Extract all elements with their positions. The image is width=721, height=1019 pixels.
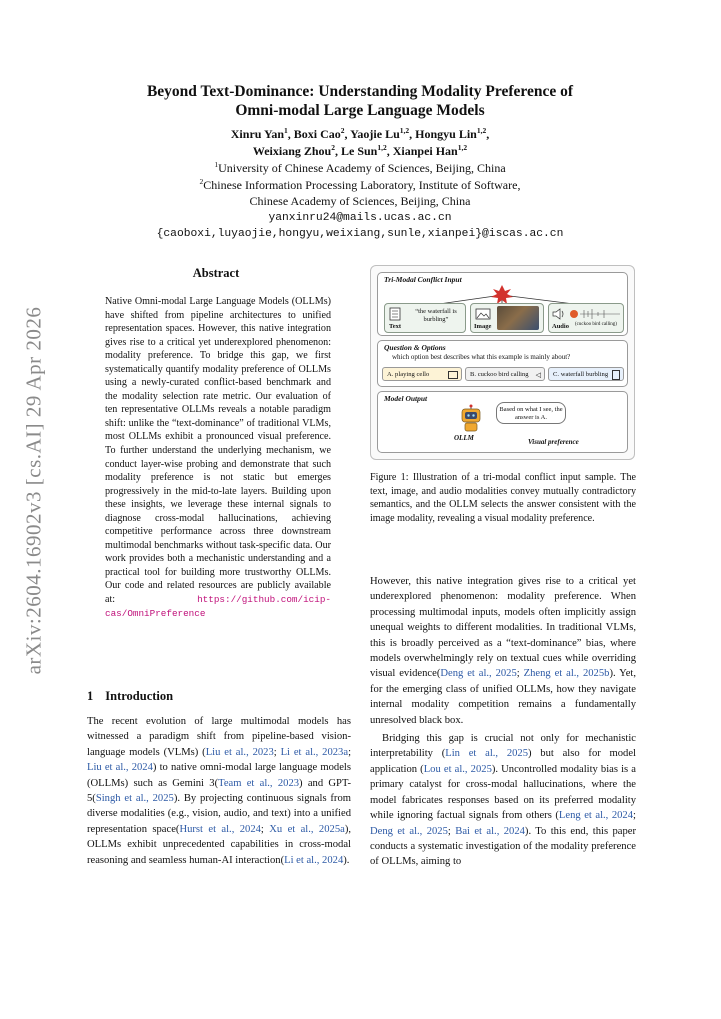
citation-link[interactable]: Bai et al., 2024 (455, 825, 525, 837)
section-heading-introduction (87, 689, 185, 704)
author-line-1: Xinru Yan$^1$, Boxi Cao$^2$, Yaojie Lu$^{1,2}$, Hongyu Lin$^{1,2}$, (230, 126, 490, 141)
arxiv-identifier: arXiv:2604.16902v3 [cs.AI] 29 Apr 2026 (21, 306, 46, 674)
affiliation-2-cont: Chinese Academy of Sciences, Beijing, China (249, 194, 471, 208)
robot-icon (458, 404, 484, 432)
affiliation-2: $^2$Chinese Information Processing Laboratory, Institute of Software, (199, 176, 521, 192)
text-run: ), OLLMs exhibit unprecedented capabilities in cross-modal reasoning and seamless human-AI interaction( (87, 823, 352, 866)
panel-title: Model Output (384, 394, 428, 403)
citation-link[interactable]: Li et al., 2024 (284, 854, 344, 866)
figure-1 (370, 265, 635, 460)
text-run: Bridging this gap is crucial not only for mechanistic interpretability ( (370, 733, 636, 760)
text-run: ) and GPT-5( (87, 777, 351, 805)
text-run: ; (516, 668, 524, 680)
author: Le Sun (340, 144, 378, 158)
figure-caption: Figure 1: Illustration of a tri-modal conflict input sample. The text, image, and audio modalities convey mutually contradictory semantics, and the OLLM selects the answer consistent with the image modality, revealing a visual modality preference. (370, 472, 636, 524)
citation-link[interactable]: Lin et al., 2025 (445, 748, 529, 760)
citation-link[interactable]: Team et al., 2023 (218, 777, 300, 789)
cello-photo (497, 306, 539, 330)
text-run: ). To this end, this paper conducts a systematic investigation of the modality preference of OLLMs, aiming to (370, 825, 636, 868)
author: Hongyu Lin (415, 127, 477, 141)
section-title: Introduction (105, 689, 174, 703)
text-run: ). Uncontrolled modality bias is a primary catalyst for cross-modal hallucinations, where the model fabricates responses based on its preferred modality while ignoring factual signals from others ( (370, 763, 636, 822)
citation-link[interactable]: Leng et al., 2024 (558, 810, 634, 822)
author-list (80, 126, 640, 160)
author: Yaojie Lu (350, 127, 400, 141)
speaker-icon: ◁ (535, 371, 541, 379)
citation-link[interactable]: Singh et al., 2025 (95, 793, 174, 805)
author: Weixiang Zhou (252, 144, 332, 158)
text-run: ; (633, 810, 636, 822)
citation-link[interactable]: Zheng et al., 2025b (523, 668, 610, 680)
author: Xianpei Han (392, 144, 458, 158)
email-group: {caoboxi,luyaojie,hongyu,weixiang,sunle,xianpei}@iscas.ac.cn (156, 228, 564, 240)
option-b: B. cuckoo bird calling ◁ (465, 367, 545, 381)
citation-link[interactable]: Deng et al., 2025 (370, 825, 448, 837)
abstract-body: Native Omni-modal Large Language Models (OLLMs) have shifted from pipeline architectures to unified representation spaces. However, this native integration gives rise to a critical yet underexplored phenomenon: modality preference. To bridge this gap, we first systematically quantify modality preference of OLLMs using a newly-curated conflict-based benchmark and the modality selection rate metric. Our evaluation of ten representative OLLMs reveals a notable paradigm shift: unlike the “text-dominance” of traditional VLMs, most OLLMs exhibit a pronounced visual preference. To further understand the underlying mechanism, we conduct layer-wise probing and demonstrate that such modality preference is not static but emerges progressively in the mid-to-late layers. Building upon these insights, we leverage these internal signals to diagnose cross-modal hallucinations, achieving competitive performance across three downstream multimodal benchmarks without task-specific data. Our work provides both a mechanistic understanding and a practical tool for building more trustworthy OLLMs. Our code and related resources are publicly available at: https://github.com/icip-cas/OmniPreference (105, 296, 331, 619)
text-run: ; (447, 825, 456, 837)
section-number: 1 (87, 689, 94, 703)
panel-model-output (377, 391, 628, 453)
intro-paragraph-1 (87, 714, 351, 868)
text-run: ) but also for model application ( (370, 748, 637, 775)
code-link[interactable]: https://github.com/icip-cas/OmniPreference (105, 594, 331, 619)
text-input-box: “the waterfall is burbling” Text (384, 303, 466, 333)
text-run: ; (273, 746, 281, 758)
citation-link[interactable]: Deng et al., 2025 (440, 668, 517, 680)
text-run: ; (260, 823, 270, 835)
document-icon (612, 370, 620, 380)
citation-link[interactable]: Xu et al., 2025a (269, 823, 345, 835)
option-c: C. waterfall burbling (548, 367, 624, 381)
affiliation-1: $^1$University of Chinese Academy of Sciences, Beijing, China (214, 160, 506, 175)
abstract-heading: Abstract (192, 266, 240, 280)
speech-bubble: Based on what I see, the answer is A. (496, 402, 566, 424)
citation-link[interactable]: Liu et al., 2024 (87, 762, 153, 774)
title-line-1: Beyond Text-Dominance: Understanding Modality Preference of (146, 83, 574, 100)
paragraph (370, 574, 636, 728)
citation-link[interactable]: Lou et al., 2025 (423, 763, 492, 775)
right-column-text (370, 574, 636, 870)
text-run: ; (348, 746, 352, 758)
document-icon (389, 307, 401, 321)
visual-preference-label: Visual preference (528, 438, 579, 446)
text-run: ). Yet, for the emerging class of unified OLLMs, how they navigate internal modality competition remains a fundamentally unresolved black box. (370, 668, 636, 726)
option-a: A. playing cello (382, 367, 462, 381)
speaker-icon (552, 307, 622, 321)
author-line-2: Weixiang Zhou$^2$, Le Sun$^{1,2}$, Xianpei Han$^{1,2}$ (252, 143, 468, 158)
question-text: which option best describes what this example is mainly about? (392, 353, 571, 361)
image-icon (475, 308, 491, 320)
citation-link[interactable]: Hurst et al., 2024 (179, 823, 261, 835)
image-input-box: Image (470, 303, 544, 333)
paragraph (370, 731, 636, 870)
text-run: The recent evolution of large multimodal models has witnessed a paradigm shift from pipeline-based vision-language models (VLMs) ( (87, 716, 351, 758)
author: Xinru Yan (230, 127, 285, 141)
audio-input-box: Audio (cuckoo bird calling) (548, 303, 624, 333)
paragraph (87, 714, 351, 868)
title-line-2: Omni-modal Large Language Models (235, 102, 485, 119)
text-run: ). (343, 854, 350, 866)
panel-title: Tri-Modal Conflict Input (384, 275, 462, 284)
panel-question-options (377, 340, 628, 387)
paper-title (80, 82, 640, 120)
text-run: ) to native omni-modal large language models (OLLMs) such as Gemini 3( (87, 762, 351, 789)
citation-link[interactable]: Li et al., 2023a (280, 746, 349, 758)
text-run: However, this native integration gives rise to a critical yet underexplored phenomenon: modality preference. When processing multimodal inputs, models often implicitly assign unequal weights to different modalities. In traditional VLMs, this is broadly perceived as a “text-dominance” bias, where models overwhelmingly rely on textual cues while overriding visual evidence( (370, 576, 636, 680)
citation-link[interactable]: Liu et al., 2023 (205, 746, 274, 758)
image-icon (448, 371, 458, 379)
email-primary: yanxinru24@mails.ucas.ac.cn (268, 211, 452, 224)
text-run: ). By projecting continuous signals from diverse modalities (e.g., vision, audio, and text) into a unified representation space( (87, 793, 351, 835)
ollm-label: OLLM (454, 434, 474, 442)
panel-tri-modal-input (377, 272, 628, 336)
arxiv-side-label (14, 300, 54, 680)
author: Boxi Cao (293, 127, 341, 141)
paper-header (80, 82, 640, 243)
panel-title: Question & Options (384, 343, 446, 352)
